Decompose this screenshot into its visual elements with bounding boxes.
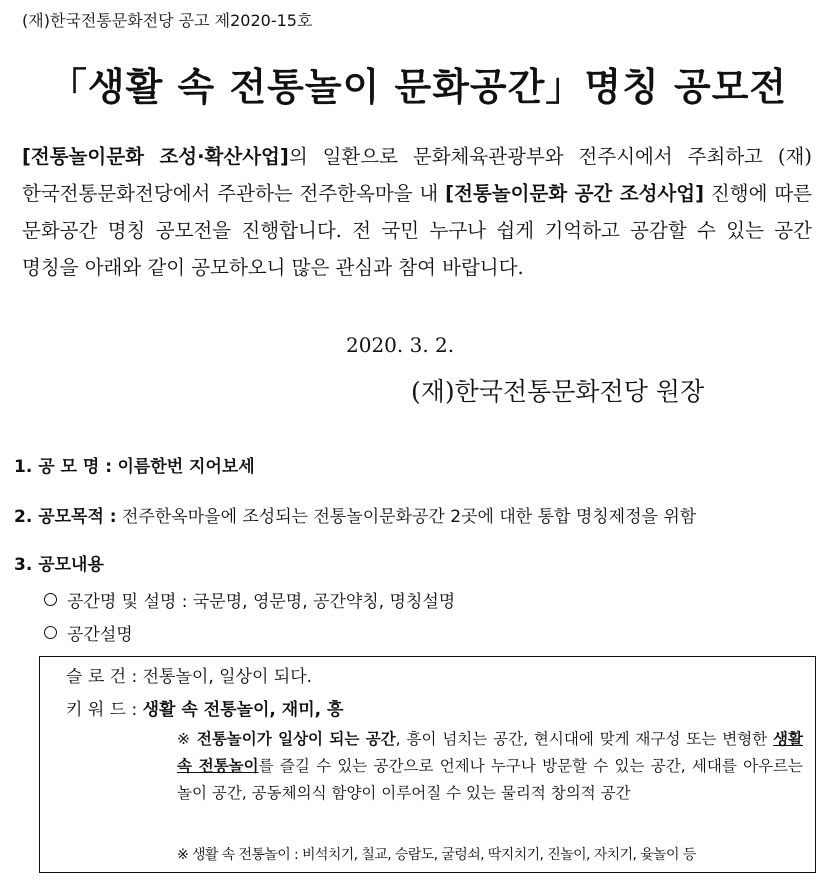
note-bold-traditional-play: 생활 속 전통놀이 (177, 730, 803, 775)
keyword-label: 키 워 드 : (66, 700, 138, 720)
slogan-row (66, 662, 312, 687)
intro-bold-space-project: [전통놀이문화 공간 조성사업] (445, 182, 705, 205)
keyword-value: 생활 속 전통놀이, 재미, 흥 (142, 700, 344, 720)
section-value: 이름한번 지어보세 (117, 457, 255, 477)
traditional-games-list: ※ 생활 속 전통놀이 : 비석치기, 칠교, 승람도, 굴렁쇠, 딱지치기, 진놀이, 자치기, 윷놀이 등 (177, 847, 696, 863)
space-description-box (39, 656, 816, 873)
page-title: 「생활 속 전통놀이 문화공간」명칭 공모전 (48, 65, 788, 109)
section-value: 전주한옥마을에 조성되는 전통놀이문화공간 2곳에 대한 통합 명칭제정을 위함 (122, 507, 697, 527)
bullet-item: 공간명 및 설명 : 국문명, 영문명, 공간약칭, 명칭설명 (44, 587, 455, 612)
note-bold-everyday: 전통놀이가 일상이 되는 공간 (196, 730, 396, 748)
intro-paragraph (22, 138, 812, 286)
notice-number: (재)한국전통문화전당 공고 제2020-15호 (22, 11, 313, 30)
intro-bold-project: [전통놀이문화 조성·확산사업] (22, 145, 289, 168)
section-label: 1. 공 모 명 : (14, 457, 113, 477)
circle-bullet-icon (44, 626, 57, 639)
section-label: 3. 공모내용 (14, 555, 104, 575)
signer: (재)한국전통문화전당 원장 (411, 377, 705, 406)
section-label: 2. 공모목적 : (14, 507, 117, 527)
slogan-label: 슬 로 건 : (66, 667, 138, 687)
announcement-date: 2020. 3. 2. (346, 333, 455, 357)
intro-text-1: 의 일환으로 문화체육관광부와 전주시에서 주최하고 (재)한국전통문화전당에서 주관하는 전주한옥마을 내 (22, 145, 812, 205)
keyword-row (66, 695, 343, 720)
section-content (14, 550, 104, 575)
section-purpose (14, 502, 696, 527)
circle-bullet-icon (44, 593, 57, 606)
slogan-value: 전통놀이, 일상이 되다. (142, 667, 313, 687)
section-contest-name (14, 452, 255, 477)
intro-text-2: 진행에 따른 문화공간 명칭 공모전을 진행합니다. 전 국민 누구나 쉽게 기억하고 공감할 수 있는 공간 명칭을 아래와 같이 공모하오니 많은 관심과 참여 바랍니다. (22, 182, 812, 279)
space-note: ※ 전통놀이가 일상이 되는 공간, 흥이 넘치는 공간, 현시대에 맞게 재구성 또는 변형한 생활 속 전통놀이를 즐길 수 있는 공간으로 언제나 누구나 방문할 수 있는 공간, 세대를 아우르는 놀이 공간, 공동체의식 함양이 이루어질 수 있는 물리적 창의적 공간 (177, 730, 803, 802)
bullet-item: 공간설명 (44, 620, 133, 645)
